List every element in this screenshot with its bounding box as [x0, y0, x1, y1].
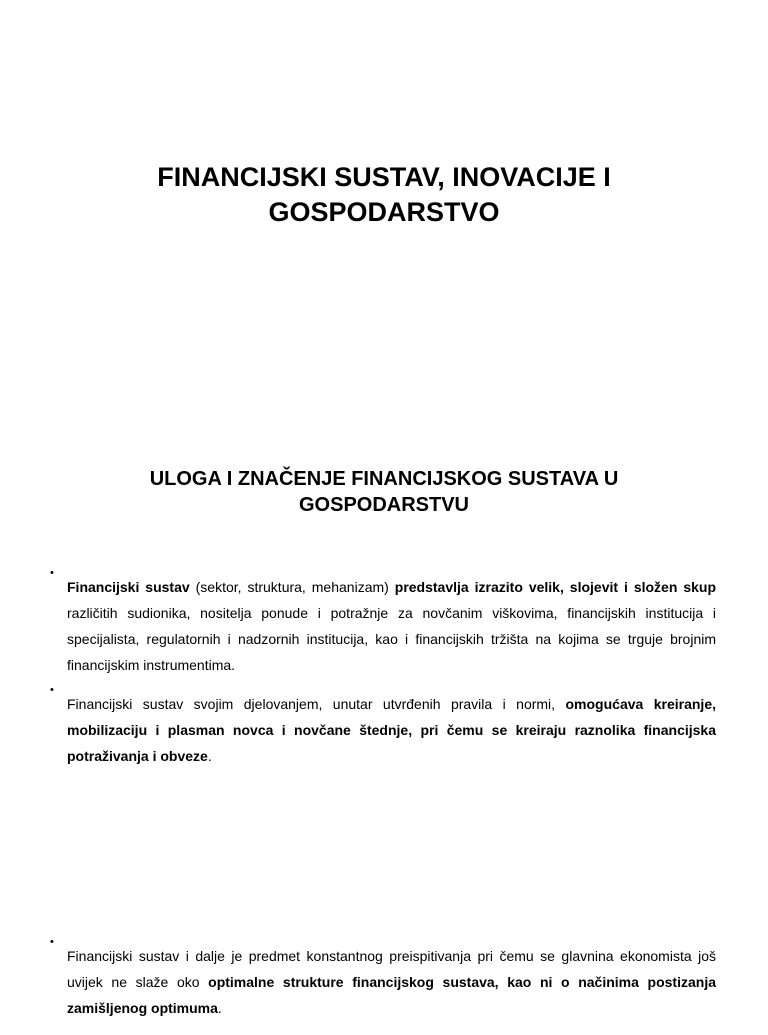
- bold-text: Financijski sustav: [67, 579, 190, 595]
- page-title: FINANCIJSKI SUSTAV, INOVACIJE I GOSPODARSTVO: [157, 162, 611, 227]
- plain-text: .: [207, 748, 212, 764]
- bullet-marker: •: [50, 684, 54, 696]
- plain-text: .: [217, 1000, 222, 1016]
- bold-text: predstavlja izrazito velik, slojevit i složen skup: [394, 579, 717, 595]
- bullet-marker: •: [50, 936, 54, 948]
- bullet-item: [50, 560, 716, 692]
- bold-text: optimalne strukture financijskog sustava, kao ni o načinima postizanja zamišljenog optimuma: [67, 974, 716, 1016]
- plain-text: Financijski sustav i dalje je predmet konstantnog preispitivanja pri čemu se glavnina ekonomista još uvijek ne slaže oko: [67, 948, 716, 990]
- plain-text: (sektor, struktura, mehanizam): [189, 579, 395, 595]
- bullet-item: [50, 677, 716, 783]
- bullet-item: [50, 929, 716, 1035]
- plain-text: Financijski sustav svojim djelovanjem, unutar utvrđenih pravila i normi,: [67, 696, 566, 712]
- section-title: ULOGA I ZNAČENJE FINANCIJSKOG SUSTAVA U GOSPODARSTVU: [149, 468, 619, 516]
- bullet-text: [67, 943, 716, 1021]
- bullet-marker: •: [50, 567, 54, 579]
- bold-text: omogućava kreiranje, mobilizaciju i plasman novca i novčane štednje, pri čemu se kreiraju raznolika financijska potraživanja i obveze: [67, 696, 716, 764]
- plain-text: različitih sudionika, nositelja ponude i potražnje za novčanim viškovima, financijskih institucija i specijalista, regulatornih i nadzornih institucija, kao i financijskih tržišta na kojima se trguje brojnim financijskim instrumentima.: [67, 605, 716, 673]
- bullet-text: [67, 691, 716, 769]
- bullet-text: [67, 574, 716, 678]
